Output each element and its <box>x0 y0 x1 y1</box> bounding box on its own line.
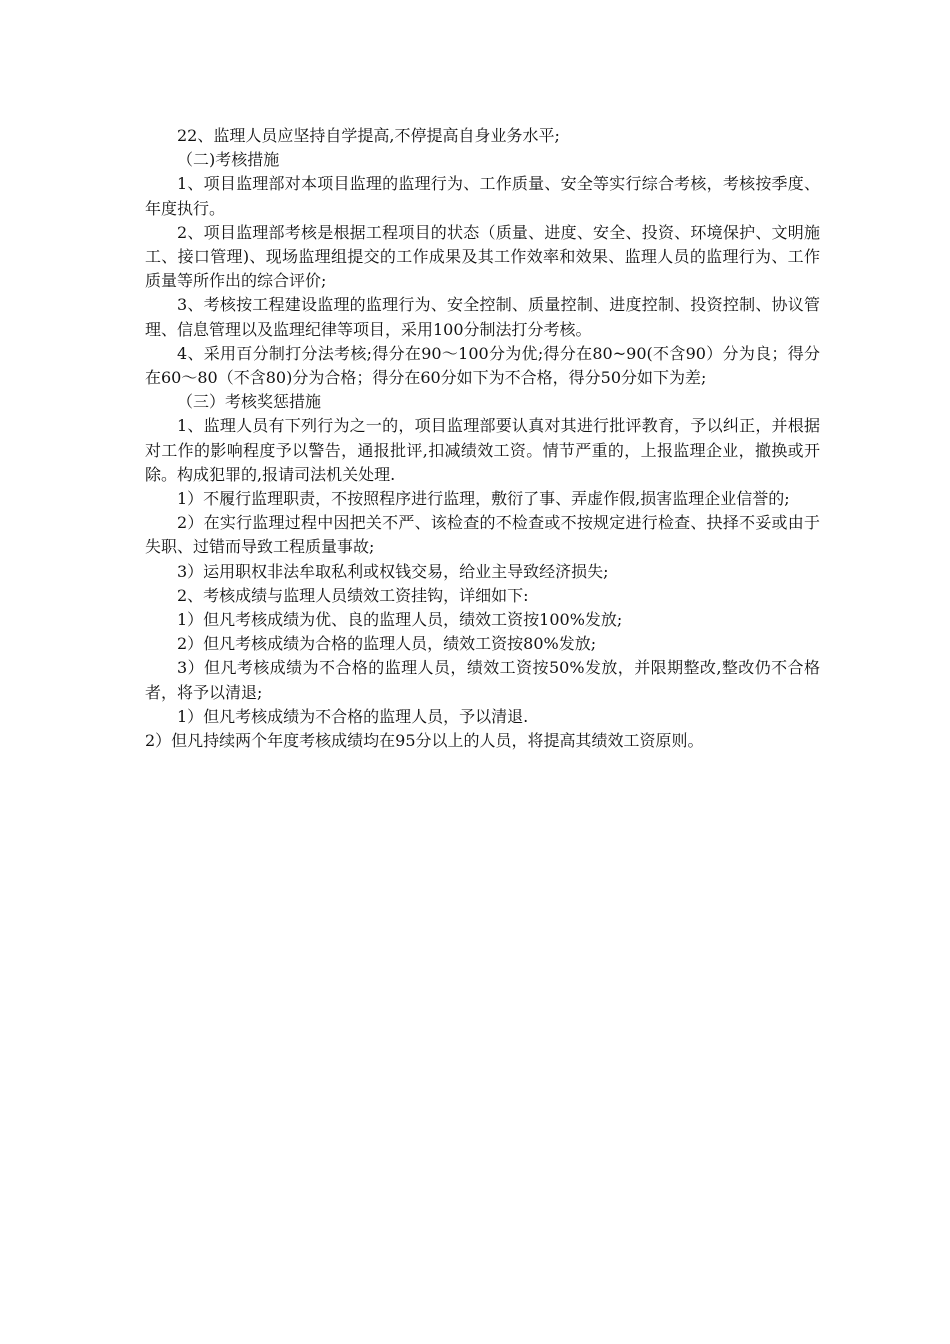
paragraph-dismissal: 1）但凡考核成绩为不合格的监理人员，予以清退. <box>177 706 529 726</box>
paragraph-salary-item-3: 3）但凡考核成绩为不合格的监理人员，绩效工资按50%发放，并限期整改,整改仍不合格者，将予以清退; <box>145 658 820 702</box>
paragraph-assessment-3: 3、考核按工程建设监理的监理行为、安全控制、质量控制、进度控制、投资控制、协议管理、信息管理以及监理纪律等项目，采用100分制法打分考核。 <box>145 295 820 339</box>
document-page <box>145 124 820 753</box>
heading-assessment-measures: （二)考核措施 <box>177 150 280 170</box>
paragraph-salary-link: 2、考核成绩与监理人员绩效工资挂钩，详细如下: <box>177 585 529 605</box>
paragraph-assessment-2: 2、项目监理部考核是根据工程项目的状态（质量、进度、安全、投资、环境保护、文明施工、接口管理)、现场监理组提交的工作成果及其工作效率和效果、监理人员的监理行为、工作质量等所作出的综合评价; <box>145 222 820 291</box>
paragraph-penalty-1: 1、监理人员有下列行为之一的，项目监理部要认真对其进行批评教育，予以纠正，并根据对工作的影响程度予以警告，通报批评,扣减绩效工资。情节严重的，上报监理企业，撤换或开除。构成犯罪的,报请司法机关处理. <box>145 416 820 484</box>
paragraph-self-study: 22、监理人员应坚持自学提高,不停提高自身业务水平; <box>177 126 560 145</box>
paragraph-penalty-item-1: 1）不履行监理职责，不按照程序进行监理，敷衍了事、弄虚作假,损害监理企业信誉的; <box>177 489 790 509</box>
paragraph-assessment-1: 1、项目监理部对本项目监理的监理行为、工作质量、安全等实行综合考核，考核按季度、年度执行。 <box>145 174 820 218</box>
paragraph-penalty-item-3: 3）运用职权非法牟取私利或权钱交易，给业主导致经济损失; <box>177 561 609 581</box>
paragraph-assessment-4: 4、采用百分制打分法考核;得分在90～100分为优;得分在80~90(不含90）分为良；得分在60～80（不含80)分为合格；得分在60分如下为不合格，得分50分如下为差; <box>145 343 820 388</box>
heading-reward-penalty: （三）考核奖惩措施 <box>177 392 322 412</box>
paragraph-salary-raise: 2）但凡持续两个年度考核成绩均在95分以上的人员，将提高其绩效工资原则。 <box>145 731 704 751</box>
paragraph-salary-item-1: 1）但凡考核成绩为优、良的监理人员，绩效工资按100%发放; <box>177 610 623 630</box>
paragraph-salary-item-2: 2）但凡考核成绩为合格的监理人员，绩效工资按80%发放; <box>177 634 597 654</box>
paragraph-penalty-item-2: 2）在实行监理过程中因把关不严、该检查的不检查或不按规定进行检查、抉择不妥或由于失职、过错而导致工程质量事故; <box>145 513 820 557</box>
